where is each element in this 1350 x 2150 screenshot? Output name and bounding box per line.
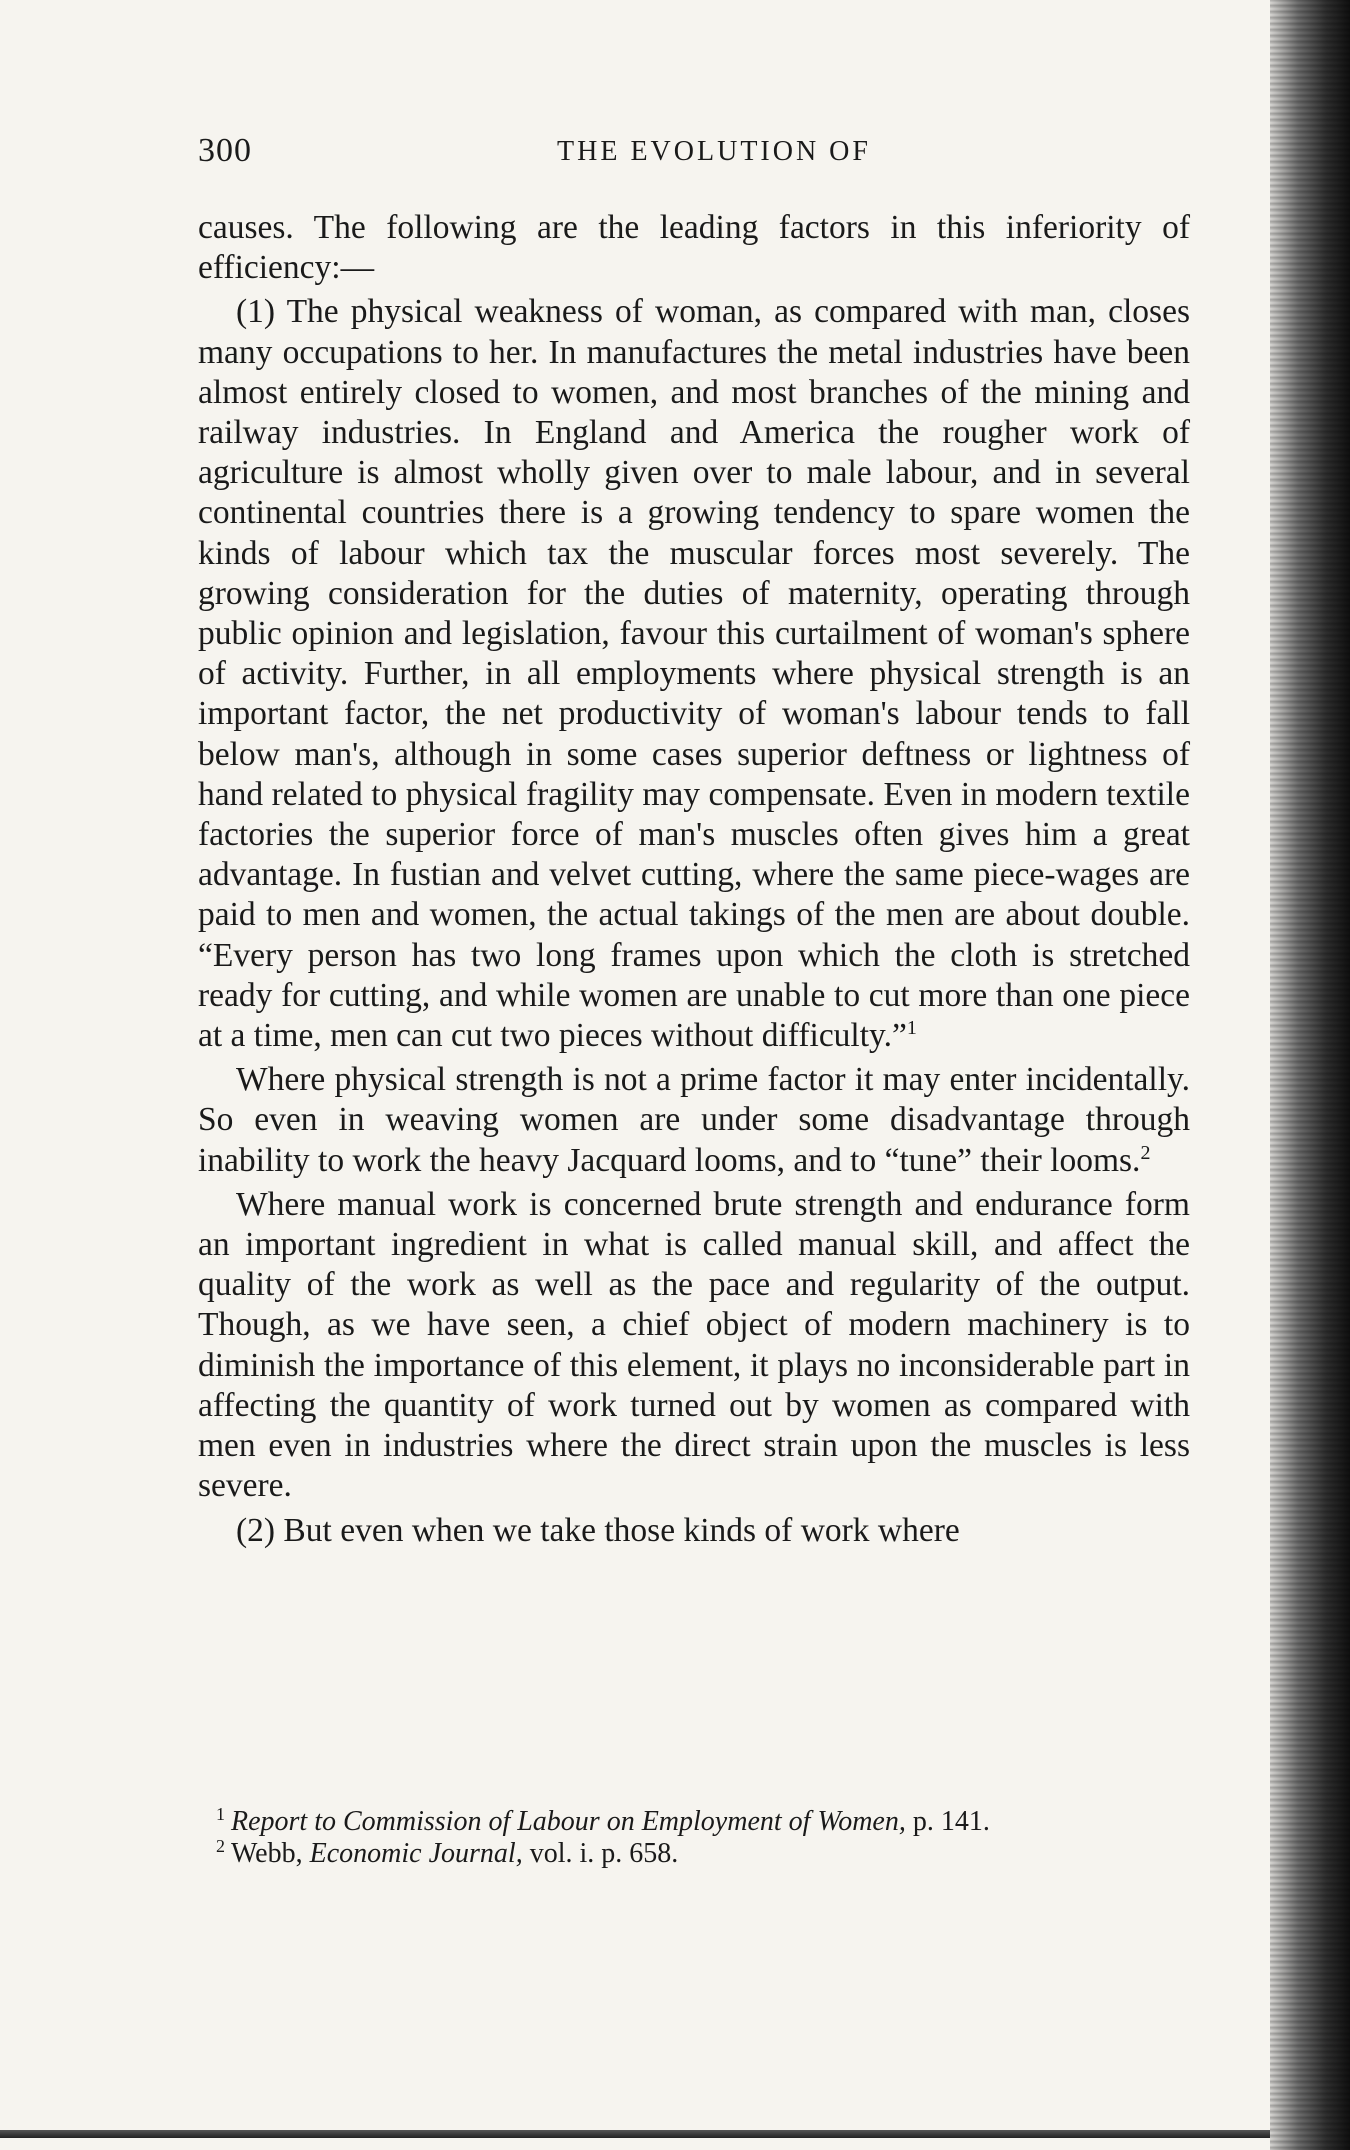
- footnote-2-rest: vol. i. p. 658.: [522, 1838, 679, 1869]
- paragraph-1: causes. The following are the leading factors in this inferiority of efficiency:—: [198, 209, 1190, 287]
- paragraph-5: (2) But even when we take those kinds of work where: [236, 1511, 960, 1549]
- bottom-edge-rule: [0, 2130, 1270, 2138]
- footnote-1: [198, 1803, 1190, 1838]
- footnote-2: [198, 1835, 1190, 1870]
- footnote-2-title: Economic Journal,: [309, 1838, 523, 1869]
- footnote-1-mark: 1: [216, 1803, 225, 1824]
- footnote-ref-2: 2: [1140, 1141, 1151, 1164]
- paragraph-2: [198, 292, 1190, 1056]
- footnote-ref-1: 1: [906, 1016, 917, 1039]
- page-number: 300: [198, 132, 252, 169]
- running-head: THE EVOLUTION OF: [557, 136, 871, 167]
- footnote-2-author: Webb,: [231, 1838, 310, 1869]
- paragraph-3-text: Where physical strength is not a prime factor it may enter incidentally. So even in weaving women are under some disadvantage through inability to work the heavy Jacquard looms, and to “tune” their looms.: [198, 1061, 1190, 1179]
- paragraph-3: [198, 1060, 1190, 1181]
- body-text: [198, 208, 1190, 1555]
- binding-edge: [1270, 0, 1350, 2150]
- footnote-2-mark: 2: [216, 1835, 225, 1856]
- paragraph-4: Where manual work is concerned brute strength and endurance form an important ingredient in what is called manual skill, and affect the quality of the work as well as the pace and regularity of the output. Though, as we have seen, a chief object of modern machinery is to diminish the importance of this element, it plays no inconsiderable part in affecting the quantity of work turned out by women as compared with men even in industries where the direct strain upon the muscles is less severe.: [198, 1185, 1190, 1505]
- paragraph-2-text: (1) The physical weakness of woman, as compared with man, closes many occupations to her. In manufactures the metal industries have been almost entirely closed to women, and most branches of the mining and railway industries. In England and America the rougher work of agriculture is almost wholly given over to male labour, and in several continental countries there is a growing tendency to spare women the kinds of labour which tax the muscular forces most severely. The growing consideration for the duties of maternity, operating through public opinion and legislation, favour this curtailment of woman's sphere of activity. Further, in all employments where physical strength is an important factor, the net productivity of woman's labour tends to fall below man's, although in some cases superior deftness or lightness of hand related to physical fragility may compensate. Even in modern textile factories the superior force of man's muscles often gives him a great advantage. In fustian and velvet cutting, where the same piece-wages are paid to men and women, the actual takings of the men are about double. “Every person has two long frames upon which the cloth is stretched ready for cutting, and while women are unable to cut more than one piece at a time, men can cut two pieces without difficulty.”: [198, 293, 1190, 1055]
- footnotes: [198, 1803, 1190, 1870]
- footnote-1-title: Report to Commission of Labour on Employment of Women,: [231, 1806, 906, 1837]
- footnote-1-rest: p. 141.: [905, 1806, 990, 1837]
- page-header: [198, 132, 1190, 182]
